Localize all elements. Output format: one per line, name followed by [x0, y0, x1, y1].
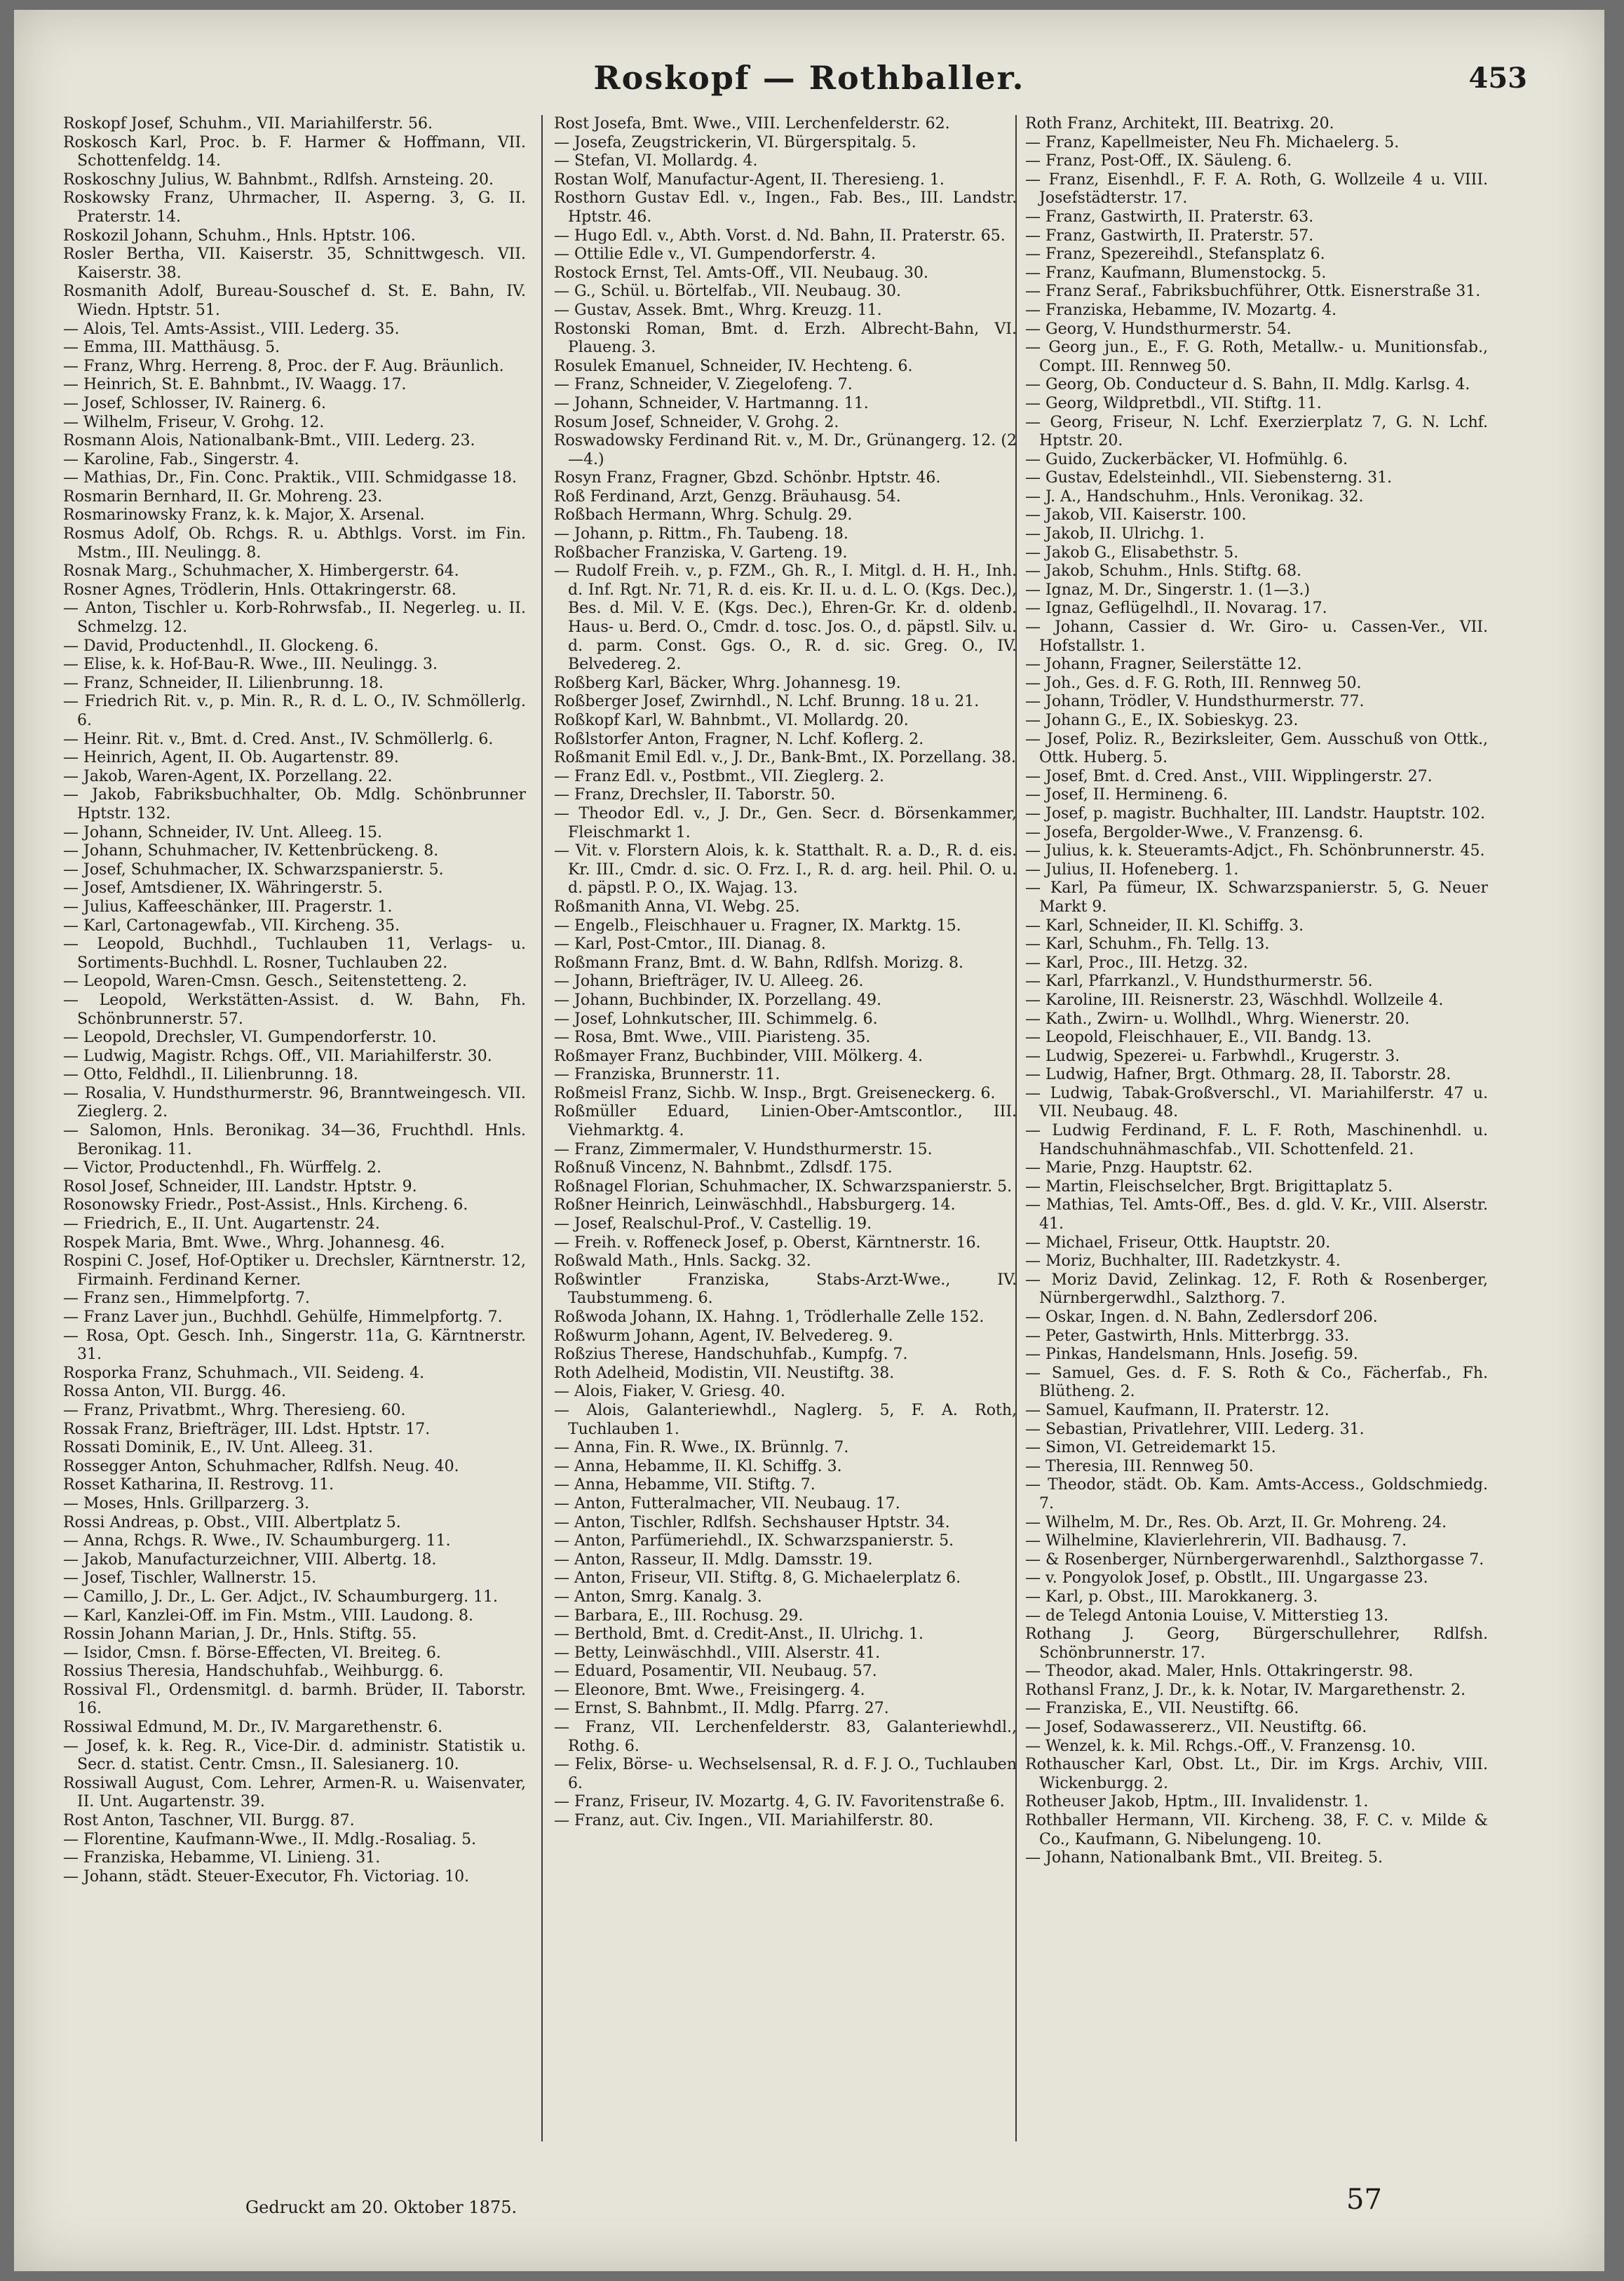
directory-entry: — Franz Laver jun., Buchhdl. Gehülfe, Himmelpfortg. 7. [63, 1308, 503, 1326]
directory-entry: — Josef, Sodawassererz., VII. Neustiftg. 66. [1025, 1719, 1367, 1737]
directory-entry: Rostonski Roman, Bmt. d. Erzh. Albrecht-Bahn, VI. Plaueng. 3. [554, 320, 1017, 357]
directory-entry: — Ludwig, Magistr. Rchgs. Off., VII. Mariahilferstr. 30. [63, 1047, 492, 1065]
directory-entry: — Georg, Ob. Conducteur d. S. Bahn, II. Mdlg. Karlsg. 4. [1025, 376, 1470, 394]
directory-entry: — Theodor, akad. Maler, Hnls. Ottakringerstr. 98. [1025, 1663, 1414, 1681]
directory-entry: Roskoschny Julius, W. Bahnbmt., Rdlfsh. Arnsteing. 20. [63, 170, 494, 189]
directory-entry: — Leopold, Werkstätten-Assist. d. W. Bahn, Fh. Schönbrunnerstr. 57. [63, 991, 526, 1028]
directory-entry: — Theodor Edl. v., J. Dr., Gen. Secr. d. Börsenkammer, Fleischmarkt 1. [554, 804, 1017, 841]
directory-entry: Roßmayer Franz, Buchbinder, VIII. Mölkerg. 4. [554, 1047, 923, 1065]
directory-entry: Roßnagel Florian, Schuhmacher, IX. Schwarzspanierstr. 5. [554, 1177, 1013, 1196]
directory-entry: — Karl, Pa fümeur, IX. Schwarzspanierstr. 5, G. Neuer Markt 9. [1025, 879, 1488, 916]
directory-entry: Rothansl Franz, J. Dr., k. k. Notar, IV. Margarethenstr. 2. [1025, 1681, 1466, 1699]
directory-entry: Roßmüller Eduard, Linien-Ober-Amtscontlor., III. Viehmarktg. 4. [554, 1103, 1017, 1140]
directory-entry: — Josef, Realschul-Prof., V. Castellig. 19. [554, 1215, 872, 1233]
directory-entry: — Franziska, Brunnerstr. 11. [554, 1066, 780, 1084]
directory-entry: — Julius, k. k. Steueramts-Adjct., Fh. Schönbrunnerstr. 45. [1025, 842, 1485, 860]
directory-entry: — Franziska, E., VII. Neustiftg. 66. [1025, 1700, 1299, 1718]
directory-entry: — Karl, Schuhm., Fh. Tellg. 13. [1025, 935, 1270, 954]
directory-entry: — Friedrich, E., II. Unt. Augartenstr. 24. [63, 1215, 380, 1233]
directory-entry: — Anna, Hebamme, VII. Stiftg. 7. [554, 1476, 816, 1494]
directory-entry: Roßwald Math., Hnls. Sackg. 32. [554, 1252, 811, 1271]
directory-entry: Roßner Heinrich, Leinwäschhdl., Habsburgerg. 14. [554, 1196, 956, 1214]
directory-entry: — Josef, p. magistr. Buchhalter, III. Landstr. Hauptstr. 102. [1025, 804, 1486, 823]
directory-entry: — Theodor, städt. Ob. Kam. Amts-Access., Goldschmiedg. 7. [1025, 1476, 1488, 1512]
directory-entry: — Jakob, VII. Kaiserstr. 100. [1025, 506, 1247, 524]
directory-entry: — Wenzel, k. k. Mil. Rchgs.-Off., V. Franzensg. 10. [1025, 1737, 1416, 1755]
directory-entry: — Johann, Fragner, Seilerstätte 12. [1025, 656, 1302, 674]
directory-entry: — Alois, Fiaker, V. Griesg. 40. [554, 1383, 785, 1401]
directory-entry: — J. A., Handschuhm., Hnls. Veronikag. 32. [1025, 487, 1364, 506]
directory-entry: — Pinkas, Handelsmann, Hnls. Josefig. 59. [1025, 1346, 1358, 1364]
directory-entry: — Leopold, Fleischhauer, E., VII. Bandg. 13. [1025, 1029, 1372, 1047]
directory-entry: Roß Ferdinand, Arzt, Genzg. Bräuhausg. 54. [554, 487, 901, 506]
directory-entry: — Wilhelm, M. Dr., Res. Ob. Arzt, II. Gr. Mohreng. 24. [1025, 1513, 1447, 1531]
directory-entry: — Samuel, Kaufmann, II. Praterstr. 12. [1025, 1401, 1329, 1419]
directory-entry: Rosmus Adolf, Ob. Rchgs. R. u. Abthlgs. Vorst. im Fin. Mstm., III. Neulingg. 8. [63, 525, 526, 562]
directory-entry: — Gustav, Edelsteinhdl., VII. Siebensterng. 31. [1025, 469, 1393, 487]
directory-entry: — Josef, II. Hermineng. 6. [1025, 786, 1229, 804]
sheet-signature: 57 [1346, 2184, 1382, 2216]
directory-entry: — Franz, Privatbmt., Whrg. Theresieng. 60. [63, 1401, 406, 1419]
directory-entry: — Friedrich Rit. v., p. Min. R., R. d. L. O., IV. Schmöllerlg. 6. [63, 693, 526, 729]
directory-entry: — G., Schül. u. Börtelfab., VII. Neubaug. 30. [554, 283, 901, 301]
directory-entry: Rossiwal Edmund, M. Dr., IV. Margarethenstr. 6. [63, 1719, 443, 1737]
directory-entry: — Ignaz, M. Dr., Singerstr. 1. (1—3.) [1025, 581, 1311, 599]
directory-entry: — Anton, Smrg. Kanalg. 3. [554, 1588, 762, 1606]
directory-entry: — Leopold, Waren-Cmsn. Gesch., Seitenstetteng. 2. [63, 973, 467, 991]
directory-entry: — Jakob, Fabriksbuchhalter, Ob. Mdlg. Schönbrunner Hptstr. 132. [63, 786, 526, 823]
directory-entry: — Josef, Poliz. R., Bezirksleiter, Gem. Ausschuß von Ottk., Ottk. Huberg. 5. [1025, 730, 1488, 767]
directory-entry: — Otto, Feldhdl., II. Lilienbrunng. 18. [63, 1066, 358, 1084]
directory-entry: — Ludwig, Tabak-Großverschl., VI. Mariahilferstr. 47 u. VII. Neubaug. 48. [1025, 1084, 1488, 1121]
directory-entry: — Josef, Amtsdiener, IX. Währingerstr. 5. [63, 879, 383, 898]
directory-entry: — Jakob, II. Ulrichg. 1. [1025, 525, 1205, 543]
directory-entry: — Josefa, Zeugstrickerin, VI. Bürgerspitalg. 5. [554, 133, 916, 151]
directory-entry: — Josef, Bmt. d. Cred. Anst., VIII. Wipplingerstr. 27. [1025, 767, 1433, 785]
directory-entry: Roskowsky Franz, Uhrmacher, II. Asperng. 3, G. II. Praterstr. 14. [63, 189, 526, 226]
directory-entry: — Franziska, Hebamme, VI. Linieng. 31. [63, 1849, 381, 1867]
directory-entry: — Camillo, J. Dr., L. Ger. Adjct., IV. Schaumburgerg. 11. [63, 1588, 499, 1606]
directory-entry: — Ignaz, Geflügelhdl., II. Novarag. 17. [1025, 600, 1327, 618]
directory-entry: — Josefa, Bergolder-Wwe., V. Franzensg. 6. [1025, 823, 1364, 841]
directory-entry: Roßwurm Johann, Agent, IV. Belvedereg. 9. [554, 1327, 893, 1345]
directory-entry: Rossa Anton, VII. Burgg. 46. [63, 1383, 287, 1401]
directory-entry: — Franz, VII. Lerchenfelderstr. 83, Galanteriewhdl., Rothg. 6. [554, 1719, 1017, 1755]
directory-entry: — Eleonore, Bmt. Wwe., Freisingerg. 4. [554, 1681, 865, 1699]
directory-entry: — Johann, Trödler, V. Hundsthurmerstr. 77. [1025, 693, 1365, 711]
directory-entry: Rosnak Marg., Schuhmacher, X. Himbergerstr. 64. [63, 562, 459, 581]
directory-entry: Rosmann Alois, Nationalbank-Bmt., VIII. Lederg. 23. [63, 432, 475, 450]
column-2 [554, 115, 1017, 2141]
directory-entry: Roßmeisl Franz, Sichb. W. Insp., Brgt. Greiseneckerg. 6. [554, 1084, 996, 1102]
directory-entry: — Franz Edl. v., Postbmt., VII. Zieglerg. 2. [554, 767, 884, 785]
directory-entry: — Salomon, Hnls. Beronikag. 34—36, Fruchthdl. Hnls. Beronikag. 11. [63, 1122, 526, 1158]
directory-entry: — Wilhelm, Friseur, V. Grohg. 12. [63, 413, 325, 431]
directory-entry: — Johann G., E., IX. Sobieskyg. 23. [1025, 712, 1299, 729]
directory-entry: — Johann, Schuhmacher, IV. Kettenbrückeng. 8. [63, 842, 439, 860]
directory-entry: — Anton, Futteralmacher, VII. Neubaug. 17. [554, 1494, 900, 1512]
directory-entry: — Betty, Leinwäschhdl., VIII. Alserstr. 41. [554, 1644, 881, 1662]
directory-entry: — Wilhelmine, Klavierlehrerin, VII. Badhausg. 7. [1025, 1532, 1407, 1550]
directory-entry: Roßberger Josef, Zwirnhdl., N. Lchf. Brunng. 18 u. 21. [554, 693, 980, 711]
directory-entry: — Eduard, Posamentir, VII. Neubaug. 57. [554, 1663, 877, 1681]
directory-entry: — Rosalia, V. Hundsthurmerstr. 96, Branntweingesch. VII. Zieglerg. 2. [63, 1084, 526, 1121]
directory-entry: Rost Josefa, Bmt. Wwe., VIII. Lerchenfelderstr. 62. [554, 115, 950, 133]
directory-entry: — Georg, V. Hundsthurmerstr. 54. [1025, 320, 1292, 338]
directory-entry: — Franz, Gastwirth, II. Praterstr. 57. [1025, 226, 1314, 245]
directory-entry: — Karl, Schneider, II. Kl. Schiffg. 3. [1025, 916, 1304, 935]
directory-entry: — Alois, Galanteriewhdl., Naglerg. 5, F. A. Roth, Tuchlauben 1. [554, 1401, 1017, 1438]
directory-entry: — Julius, Kaffeeschänker, III. Pragerstr. 1. [63, 898, 393, 916]
directory-entry: — Moriz David, Zelinkag. 12, F. Roth & Rosenberger, Nürnbergerwdhl., Salzthorg. 7. [1025, 1271, 1488, 1308]
directory-entry: — Florentine, Kaufmann-Wwe., II. Mdlg.-Rosaliag. 5. [63, 1830, 477, 1848]
column-1 [63, 115, 526, 2141]
page-header [14, 59, 1604, 108]
directory-entry: — Johann, Briefträger, IV. U. Alleeg. 26. [554, 973, 864, 991]
directory-entry: — Georg, Friseur, N. Lchf. Exerzierplatz 7, G. N. Lchf. Hptstr. 20. [1025, 413, 1488, 450]
directory-entry: — Gustav, Assek. Bmt., Whrg. Kreuzg. 11. [554, 301, 882, 319]
directory-entry: — Franziska, Hebamme, IV. Mozartg. 4. [1025, 301, 1337, 319]
directory-entry: — Simon, VI. Getreidemarkt 15. [1025, 1439, 1276, 1457]
directory-entry: — Anton, Tischler u. Korb-Rohrwsfab., II. Negerleg. u. II. Schmelzg. 12. [63, 600, 526, 637]
directory-entry: — Anna, Hebamme, II. Kl. Schiffg. 3. [554, 1457, 842, 1475]
directory-entry: — Karl, p. Obst., III. Marokkanerg. 3. [1025, 1588, 1318, 1606]
print-date: Gedruckt am 20. Oktober 1875. [245, 2198, 517, 2217]
directory-entry: Roth Franz, Architekt, III. Beatrixg. 20. [1025, 115, 1334, 133]
directory-entry: — Franz, Drechsler, II. Taborstr. 50. [554, 786, 836, 804]
directory-entry: — Franz, Schneider, V. Ziegelofeng. 7. [554, 376, 853, 394]
directory-entry: Roskosch Karl, Proc. b. F. Harmer & Hoffmann, VII. Schottenfeldg. 14. [63, 133, 526, 170]
directory-entry: — Berthold, Bmt. d. Credit-Anst., II. Ulrichg. 1. [554, 1625, 923, 1644]
directory-entry: — Johann, Buchbinder, IX. Porzellang. 49. [554, 991, 882, 1009]
directory-entry: — Emma, III. Matthäusg. 5. [63, 339, 280, 357]
directory-entry: — Kath., Zwirn- u. Wollhdl., Whrg. Wienerstr. 20. [1025, 1010, 1410, 1028]
directory-entry: Rothballer Hermann, VII. Kircheng. 38, F. C. v. Milde & Co., Kaufmann, G. Nibelungeng. 10. [1025, 1812, 1488, 1848]
directory-entry: — Franz, Post-Off., IX. Säuleng. 6. [1025, 152, 1292, 170]
directory-entry: — Josef, Lohnkutscher, III. Schimmelg. 6. [554, 1010, 878, 1028]
directory-entry: — Jakob, Waren-Agent, IX. Porzellang. 22. [63, 767, 393, 785]
directory-entry: Rossin Johann Marian, J. Dr., Hnls. Stiftg. 55. [63, 1625, 417, 1644]
directory-entry: Rostock Ernst, Tel. Amts-Off., VII. Neubaug. 30. [554, 264, 928, 282]
directory-entry: — Theresia, III. Rennweg 50. [1025, 1457, 1254, 1475]
directory-entry: — Freih. v. Roffeneck Josef, p. Oberst, Kärntnerstr. 16. [554, 1233, 981, 1252]
directory-entry: — Franz Seraf., Fabriksbuchführer, Ottk. Eisnerstraße 31. [1025, 283, 1481, 301]
directory-entry: — Franz, Eisenhdl., F. F. A. Roth, G. Wollzeile 4 u. VIII. Josefstädterstr. 17. [1025, 170, 1488, 208]
directory-entry: Rossak Franz, Briefträger, III. Ldst. Hptstr. 17. [63, 1420, 431, 1438]
directory-entry: — Mathias, Dr., Fin. Conc. Praktik., VIII. Schmidgasse 18. [63, 469, 517, 487]
directory-entry: — Rosa, Bmt. Wwe., VIII. Piaristeng. 35. [554, 1029, 871, 1047]
column-3 [1025, 115, 1488, 2141]
directory-entry: Rost Anton, Taschner, VII. Burgg. 87. [63, 1812, 355, 1830]
directory-entry: Roßbacher Franziska, V. Garteng. 19. [554, 543, 848, 562]
directory-entry: Rosyn Franz, Fragner, Gbzd. Schönbr. Hptstr. 46. [554, 469, 941, 487]
directory-entry: — Mathias, Tel. Amts-Off., Bes. d. gld. V. Kr., VIII. Alserstr. 41. [1025, 1196, 1488, 1233]
directory-page [14, 10, 1604, 2271]
directory-entry: — Karl, Pfarrkanzl., V. Hundsthurmerstr. 56. [1025, 973, 1373, 991]
directory-entry: Rostan Wolf, Manufactur-Agent, II. Theresieng. 1. [554, 170, 945, 189]
directory-entry: — Karl, Post-Cmtor., III. Dianag. 8. [554, 935, 826, 954]
directory-entry: — Alois, Tel. Amts-Assist., VIII. Lederg. 35. [63, 320, 400, 338]
directory-entry: — Karl, Proc., III. Hetzg. 32. [1025, 954, 1248, 972]
directory-entry: — Guido, Zuckerbäcker, VI. Hofmühlg. 6. [1025, 450, 1348, 468]
directory-entry: — Johann, p. Rittm., Fh. Taubeng. 18. [554, 525, 848, 543]
directory-entry: Rossi Andreas, p. Obst., VIII. Albertplatz 5. [63, 1513, 401, 1531]
directory-entry: — Barbara, E., III. Rochusg. 29. [554, 1606, 804, 1625]
column-rule [541, 115, 543, 2141]
directory-entry: Rosler Bertha, VII. Kaiserstr. 35, Schnittwgesch. VII. Kaiserstr. 38. [63, 245, 526, 282]
directory-entry: — Heinrich, Agent, II. Ob. Augartenstr. 89. [63, 749, 399, 767]
directory-entry: — Heinr. Rit. v., Bmt. d. Cred. Anst., IV. Schmöllerlg. 6. [63, 730, 494, 748]
directory-entry: Rosmarinowsky Franz, k. k. Major, X. Arsenal. [63, 506, 425, 524]
directory-entry: — & Rosenberger, Nürnbergerwarenhdl., Salzthorgasse 7. [1025, 1550, 1484, 1569]
directory-entry: Rospek Maria, Bmt. Wwe., Whrg. Johannesg. 46. [63, 1233, 445, 1252]
directory-entry: — Anton, Friseur, VII. Stiftg. 8, G. Michaelerplatz 6. [554, 1569, 961, 1588]
directory-entry: — Oskar, Ingen. d. N. Bahn, Zedlersdorf 206. [1025, 1308, 1378, 1326]
directory-entry: — Engelb., Fleischhauer u. Fragner, IX. Marktg. 15. [554, 916, 961, 935]
directory-entry: — Moses, Hnls. Grillparzerg. 3. [63, 1494, 310, 1512]
directory-entry: — Franz, Friseur, IV. Mozartg. 4, G. IV. Favoritenstraße 6. [554, 1793, 1005, 1811]
directory-entry: — Josef, k. k. Reg. R., Vice-Dir. d. administr. Statistik u. Secr. d. statist. Centr. Cmsn., II. Salesianerg. 10. [63, 1737, 526, 1774]
directory-entry: — Johann, Schneider, V. Hartmanng. 11. [554, 394, 869, 412]
directory-entry: — Rudolf Freih. v., p. FZM., Gh. R., I. Mitgl. d. H. H., Inh. d. Inf. Rgt. Nr. 71, R. d. eis. Kr. II. u. d. L. O. (Kgs. Dec.), Bes. d. Mil. V. E. (Kgs. Dec.), Ehren-Gr. Kr. d. oldenb. Haus- u. Berd. O., Cmdr. d. tosc. Jos. O., d. päpstl. Silv. u. d. parm. Const. Ggs. O., R. d. sic. Greg. O., IV. Belvedereg. 2. [554, 562, 1017, 674]
directory-entry: Roßmanit Emil Edl. v., J. Dr., Bank-Bmt., IX. Porzellang. 38. [554, 749, 1017, 767]
directory-entry: — Elise, k. k. Hof-Bau-R. Wwe., III. Neulingg. 3. [63, 656, 438, 674]
directory-entry: — Anna, Rchgs. R. Wwe., IV. Schaumburgerg. 11. [63, 1532, 451, 1550]
directory-entry: — Leopold, Buchhdl., Tuchlauben 11, Verlags- u. Sortiments-Buchhdl. L. Rosner, Tuchlauben 22. [63, 935, 526, 972]
directory-entry: — Vit. v. Florstern Alois, k. k. Statthalt. R. a. D., R. d. eis. Kr. III., Cmdr. d. sic. O. Frz. I., R. d. arg. heil. Phil. O. u. d. päpstl. P. O., IX. Wajag. 13. [554, 842, 1017, 898]
directory-entry: — Georg, Wildpretbdl., VII. Stiftg. 11. [1025, 394, 1322, 412]
directory-entry: Rosmarin Bernhard, II. Gr. Mohreng. 23. [63, 487, 383, 506]
directory-entry: — Ludwig, Spezerei- u. Farbwhdl., Krugerstr. 3. [1025, 1047, 1400, 1065]
directory-entry: Rossius Theresia, Handschuhfab., Weihburgg. 6. [63, 1663, 444, 1681]
directory-entry: — Franz sen., Himmelpfortg. 7. [63, 1290, 310, 1308]
directory-entry: Roßzius Therese, Handschuhfab., Kumpfg. 7. [554, 1346, 908, 1364]
directory-entry: Rosol Josef, Schneider, III. Landstr. Hptstr. 9. [63, 1177, 417, 1196]
directory-entry: Rosonowsky Friedr., Post-Assist., Hnls. Kircheng. 6. [63, 1196, 468, 1214]
directory-entry: Rosporka Franz, Schuhmach., VII. Seideng. 4. [63, 1364, 425, 1382]
directory-entry: — Ernst, S. Bahnbmt., II. Mdlg. Pfarrg. 27. [554, 1700, 889, 1718]
directory-entry: — Stefan, VI. Mollardg. 4. [554, 152, 758, 170]
directory-entry: Rosthorn Gustav Edl. v., Ingen., Fab. Bes., III. Landstr. Hptstr. 46. [554, 189, 1017, 226]
directory-entry: — Jakob, Schuhm., Hnls. Stiftg. 68. [1025, 562, 1301, 581]
directory-entry: Rosner Agnes, Trödlerin, Hnls. Ottakringerstr. 68. [63, 581, 456, 599]
directory-entry: — Rosa, Opt. Gesch. Inh., Singerstr. 11a, G. Kärntnerstr. 31. [63, 1327, 526, 1364]
directory-entry: Roßlstorfer Anton, Fragner, N. Lchf. Koflerg. 2. [554, 730, 924, 748]
directory-entry: — Michael, Friseur, Ottk. Hauptstr. 20. [1025, 1233, 1331, 1252]
directory-entry: — Ottilie Edle v., VI. Gumpendorferstr. 4. [554, 245, 876, 264]
directory-entry: — Karoline, III. Reisnerstr. 23, Wäschhdl. Wollzeile 4. [1025, 991, 1444, 1009]
directory-entry: — Jakob, Manufacturzeichner, VIII. Albertg. 18. [63, 1550, 437, 1569]
directory-entry: — Franz, Schneider, II. Lilienbrunng. 18. [63, 674, 384, 692]
directory-entry: — Karl, Cartonagewfab., VII. Kircheng. 35. [63, 916, 400, 935]
directory-entry: Rotheuser Jakob, Hptm., III. Invalidenstr. 1. [1025, 1793, 1369, 1811]
directory-entry: — Moriz, Buchhalter, III. Radetzkystr. 4. [1025, 1252, 1341, 1271]
directory-entry: — Franz, Kaufmann, Blumenstockg. 5. [1025, 264, 1327, 282]
directory-entry: — Julius, II. Hofeneberg. 1. [1025, 860, 1239, 879]
directory-entry: — Anton, Tischler, Rdlfsh. Sechshauser Hptstr. 34. [554, 1513, 950, 1531]
directory-entry: — Johann, Schneider, IV. Unt. Alleeg. 15. [63, 823, 382, 841]
directory-entry: Roskopf Josef, Schuhm., VII. Mariahilferstr. 56. [63, 115, 433, 133]
directory-entry: Roßbach Hermann, Whrg. Schulg. 29. [554, 506, 853, 524]
directory-entry: — Felix, Börse- u. Wechselsensal, R. d. F. J. O., Tuchlauben 6. [554, 1756, 1017, 1792]
directory-entry: Rossegger Anton, Schuhmacher, Rdlfsh. Neug. 40. [63, 1457, 459, 1475]
directory-entry: Roßwintler Franziska, Stabs-Arzt-Wwe., IV. Taubstummeng. 6. [554, 1271, 1017, 1308]
directory-entry: — Sebastian, Privatlehrer, VIII. Lederg. 31. [1025, 1420, 1365, 1438]
directory-entry: — Victor, Productenhdl., Fh. Würffelg. 2. [63, 1159, 382, 1177]
page-number: 453 [1468, 62, 1527, 95]
directory-entry: Roswadowsky Ferdinand Rit. v., M. Dr., Grünangerg. 12. (2—4.) [554, 432, 1017, 468]
directory-entry: — Heinrich, St. E. Bahnbmt., IV. Waagg. 17. [63, 376, 407, 394]
directory-entry: — Johann, Cassier d. Wr. Giro- u. Cassen-Ver., VII. Hofstallstr. 1. [1025, 618, 1488, 655]
directory-entry: Rosum Josef, Schneider, V. Grohg. 2. [554, 413, 839, 431]
directory-entry: — Franz, aut. Civ. Ingen., VII. Mariahilferstr. 80. [554, 1812, 934, 1830]
directory-entry: — Josef, Tischler, Wallnerstr. 15. [63, 1569, 317, 1588]
directory-entry: — Samuel, Ges. d. F. S. Roth & Co., Fächerfab., Fh. Blütheng. 2. [1025, 1364, 1488, 1401]
directory-entry: — David, Productenhdl., II. Glockeng. 6. [63, 637, 379, 655]
directory-entry: — Joh., Ges. d. F. G. Roth, III. Rennweg 50. [1025, 674, 1362, 692]
directory-entry: — Anton, Rasseur, II. Mdlg. Damsstr. 19. [554, 1550, 873, 1569]
directory-entry: — Johann, Nationalbank Bmt., VII. Breiteg. 5. [1025, 1849, 1383, 1867]
directory-entry: — Johann, städt. Steuer-Executor, Fh. Victoriag. 10. [63, 1867, 470, 1886]
directory-entry: — Leopold, Drechsler, VI. Gumpendorferstr. 10. [63, 1029, 437, 1047]
directory-entry: Rospini C. Josef, Hof-Optiker u. Drechsler, Kärntnerstr. 12, Firmainh. Ferdinand Kerner. [63, 1252, 526, 1289]
directory-entry: — Karl, Kanzlei-Off. im Fin. Mstm., VIII. Laudong. 8. [63, 1606, 474, 1625]
directory-entry: Roßkopf Karl, W. Bahnbmt., VI. Mollardg. 20. [554, 712, 909, 729]
directory-entry: — Franz, Kapellmeister, Neu Fh. Michaelerg. 5. [1025, 133, 1400, 151]
directory-entry: Rossiwall August, Com. Lehrer, Armen-R. u. Waisenvater, II. Unt. Augartenstr. 39. [63, 1774, 526, 1811]
directory-entry: — Jakob G., Elisabethstr. 5. [1025, 543, 1239, 562]
directory-entry: Rossati Dominik, E., IV. Unt. Alleeg. 31. [63, 1439, 374, 1457]
directory-entry: — Franz, Spezereihdl., Stefansplatz 6. [1025, 245, 1325, 264]
directory-entry: — Anton, Parfümeriehdl., IX. Schwarzspanierstr. 5. [554, 1532, 954, 1550]
directory-entry: Rossival Fl., Ordensmitgl. d. barmh. Brüder, II. Taborstr. 16. [63, 1681, 526, 1718]
directory-entry: — Karoline, Fab., Singerstr. 4. [63, 450, 299, 468]
directory-entry: — Isidor, Cmsn. f. Börse-Effecten, VI. Breiteg. 6. [63, 1644, 441, 1662]
directory-entry: Rothang J. Georg, Bürgerschullehrer, Rdlfsh. Schönbrunnerstr. 17. [1025, 1625, 1488, 1662]
directory-entry: Rosmanith Adolf, Bureau-Souschef d. St. E. Bahn, IV. Wiedn. Hptstr. 51. [63, 283, 526, 319]
running-title: Roskopf — Rothballer. [593, 59, 1025, 97]
directory-entry: Rosset Katharina, II. Restrovg. 11. [63, 1476, 334, 1494]
directory-entry: — Josef, Schlosser, IV. Rainerg. 6. [63, 394, 326, 412]
directory-entry: Roßnuß Vincenz, N. Bahnbmt., Zdlsdf. 175. [554, 1159, 893, 1177]
directory-entry: Roßberg Karl, Bäcker, Whrg. Johannesg. 19. [554, 674, 901, 692]
directory-entry: — Franz, Zimmermaler, V. Hundsthurmerstr. 15. [554, 1140, 933, 1158]
directory-entry: — Marie, Pnzg. Hauptstr. 62. [1025, 1159, 1253, 1177]
directory-entry: — Hugo Edl. v., Abth. Vorst. d. Nd. Bahn, II. Praterstr. 65. [554, 226, 1006, 245]
directory-entry: Roth Adelheid, Modistin, VII. Neustiftg. 38. [554, 1364, 895, 1382]
directory-entry: — Anna, Fin. R. Wwe., IX. Brünnlg. 7. [554, 1439, 849, 1457]
directory-entry: — de Telegd Antonia Louise, V. Mitterstieg 13. [1025, 1606, 1389, 1625]
directory-entry: — Ludwig Ferdinand, F. L. F. Roth, Maschinenhdl. u. Handschuhnähmaschfab., VII. Schottenfeld. 21. [1025, 1122, 1488, 1158]
directory-entry: Roßmanith Anna, VI. Webg. 25. [554, 898, 800, 916]
directory-entry: Roskozil Johann, Schuhm., Hnls. Hptstr. 106. [63, 226, 416, 245]
directory-entry: — Martin, Fleischselcher, Brgt. Brigittaplatz 5. [1025, 1177, 1393, 1196]
directory-entry: — Ludwig, Hafner, Brgt. Othmarg. 28, II. Taborstr. 28. [1025, 1066, 1452, 1084]
directory-entry: — Franz, Gastwirth, II. Praterstr. 63. [1025, 208, 1314, 226]
directory-entry: — Peter, Gastwirth, Hnls. Mitterbrgg. 33. [1025, 1327, 1350, 1345]
directory-entry: — Josef, Schuhmacher, IX. Schwarzspanierstr. 5. [63, 860, 444, 879]
directory-entry: Rothauscher Karl, Obst. Lt., Dir. im Krgs. Archiv, VIII. Wickenburgg. 2. [1025, 1756, 1488, 1792]
directory-entry: — Georg jun., E., F. G. Roth, Metallw.- u. Munitionsfab., Compt. III. Rennweg 50. [1025, 339, 1488, 375]
directory-entry: — Franz, Whrg. Herreng. 8, Proc. der F. Aug. Bräunlich. [63, 357, 504, 375]
directory-entry: Rosulek Emanuel, Schneider, IV. Hechteng. 6. [554, 357, 913, 375]
directory-entry: — v. Pongyolok Josef, p. Obstlt., III. Ungargasse 23. [1025, 1569, 1428, 1588]
directory-entry: Roßmann Franz, Bmt. d. W. Bahn, Rdlfsh. Morizg. 8. [554, 954, 963, 972]
directory-entry: Roßwoda Johann, IX. Hahng. 1, Trödlerhalle Zelle 152. [554, 1308, 984, 1326]
